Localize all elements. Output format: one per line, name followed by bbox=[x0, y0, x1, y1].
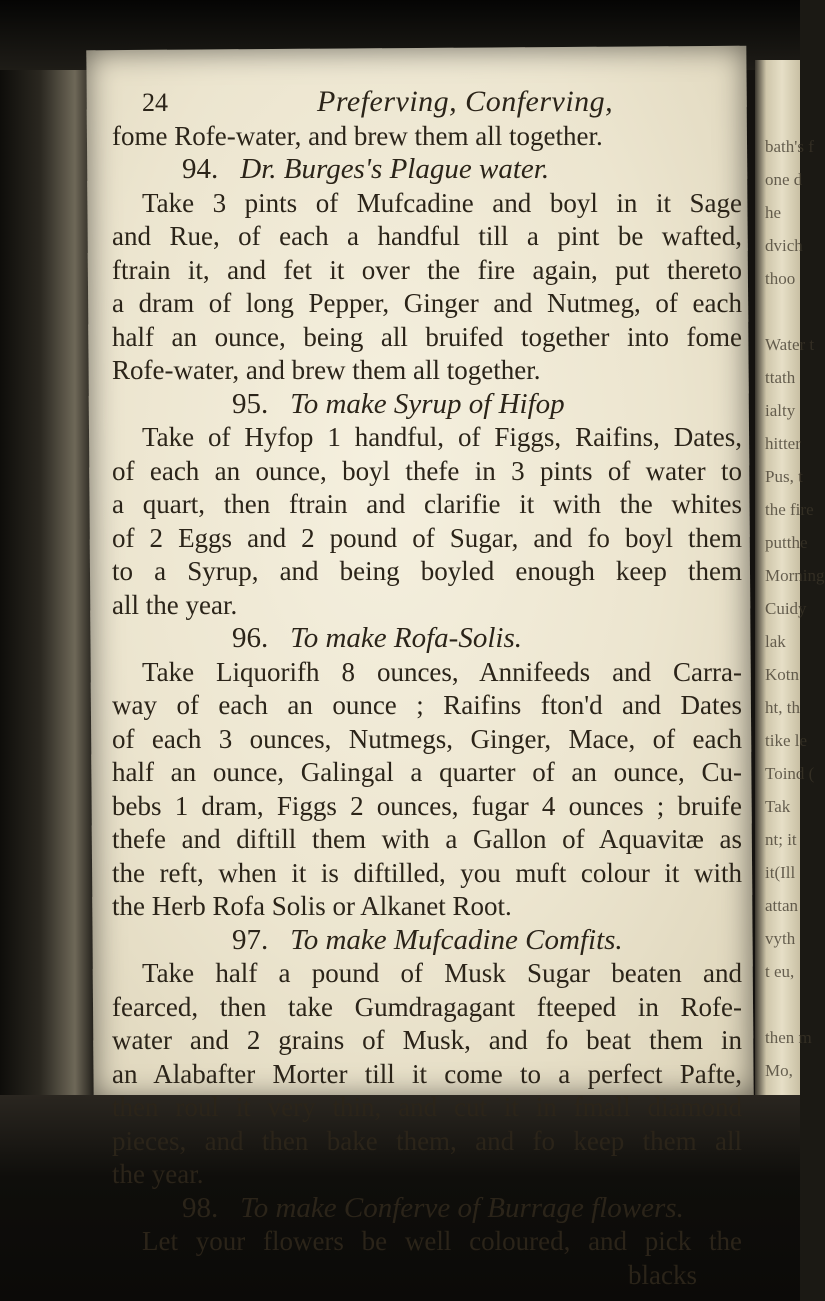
recipe-heading bbox=[112, 622, 742, 656]
recipes-container bbox=[112, 120, 742, 1293]
recipe-line: of each 3 ounces, Nutmegs, Ginger, Mace, of each bbox=[112, 723, 742, 754]
recipe-title: To make Mufcadine Comfits. bbox=[290, 923, 623, 956]
facing-page-fragment: it(Ill bbox=[765, 863, 796, 882]
recipe-line: of each an ounce, boyl thefe in 3 pints of water to bbox=[112, 455, 742, 486]
recipe-line: an Alabafter Morter till it come to a perfect Pafte, bbox=[112, 1058, 742, 1089]
recipe-number: 94. bbox=[182, 153, 219, 185]
facing-page-fragment: Tak bbox=[765, 797, 791, 816]
recipe-line: Take 3 pints of Mufcadine and boyl in it Sage bbox=[142, 187, 742, 218]
facing-page-fragment: thoo bbox=[765, 269, 796, 288]
recipe-title: To make Rofa-Solis. bbox=[290, 622, 522, 654]
recipe-line: bebs 1 dram, Figgs 2 ounces, fugar 4 ounces ; bruife bbox=[112, 790, 742, 821]
recipe-line: Let your flowers be well coloured, and pick the bbox=[142, 1226, 742, 1256]
recipe-line: a dram of long Pepper, Ginger and Nutmeg, of each bbox=[112, 288, 742, 318]
recipe-line: all the year. bbox=[112, 589, 238, 620]
facing-page-fragment: attan bbox=[765, 896, 799, 915]
facing-page-fragment: tike le bbox=[765, 731, 808, 750]
facing-page-fragment: Kotn bbox=[765, 665, 799, 684]
page-number: 24 bbox=[142, 88, 168, 117]
facing-page-fragment: he bbox=[765, 203, 782, 222]
facing-page-fragment bbox=[755, 988, 800, 1021]
facing-page-fragment: Mo, bbox=[765, 1061, 793, 1080]
recipe-line: half an ounce, being all bruifed together into fome bbox=[112, 321, 742, 352]
recipe-number: 98. bbox=[182, 1191, 219, 1224]
recipe-line: Rofe-water, and brew them all together. bbox=[112, 355, 541, 385]
recipe-line: Take Liquorifh 8 ounces, Annifeeds and Carra- bbox=[142, 656, 742, 687]
facing-page-fragment: ttath bbox=[765, 368, 796, 387]
facing-page-fragment: then m bbox=[765, 1028, 812, 1047]
facing-page-fragment: Morning bbox=[765, 566, 825, 585]
facing-page-fragment: one d bbox=[765, 170, 803, 189]
recipe-number: 95. bbox=[232, 387, 269, 420]
catchword: blacks bbox=[628, 1259, 697, 1290]
facing-page-fragment: vyth bbox=[765, 929, 796, 948]
recipe-line: and Rue, of each a handful till a pint be wafted, bbox=[112, 221, 742, 251]
recipe-line: the Herb Rofa Solis or Alkanet Root. bbox=[112, 891, 512, 921]
continuation-line: fome Rofe-water, and brew them all together. bbox=[112, 120, 603, 151]
running-title: Preferving, Conferving, bbox=[317, 85, 614, 118]
facing-page-edge bbox=[755, 60, 825, 1160]
recipe-heading bbox=[112, 388, 742, 422]
recipe-heading bbox=[112, 153, 742, 187]
facing-page-fragment: putthe bbox=[765, 533, 808, 552]
facing-page-fragment: the fire bbox=[765, 500, 814, 519]
page-text bbox=[112, 85, 742, 1292]
facing-page-fragment: Cuidy bbox=[765, 599, 807, 618]
facing-page-fragment: Pus, t bbox=[765, 467, 803, 486]
facing-page-fragment bbox=[755, 295, 800, 328]
recipe-line: way of each an ounce ; Raifins fton'd and Dates bbox=[112, 690, 742, 720]
facing-page-fragment: Water t bbox=[765, 335, 815, 354]
running-head bbox=[142, 85, 742, 120]
recipe-line: the year. bbox=[112, 1159, 204, 1189]
recipe-line: Take of Hyfop 1 handful, of Figgs, Raifins, Dates, bbox=[142, 422, 742, 452]
recipe-line: the reft, when it is diftilled, you muft colour it with bbox=[112, 857, 742, 888]
recipe-line: pieces, and then bake them, and fo keep them all bbox=[112, 1125, 742, 1156]
facing-page-fragment: dvich bbox=[765, 236, 803, 255]
recipe-title: To make Syrup of Hifop bbox=[290, 387, 565, 420]
recipe-line: fearced, then take Gumdragagant fteeped in Rofe- bbox=[112, 991, 742, 1022]
recipe-heading bbox=[112, 1192, 742, 1226]
facing-page-fragment: lak bbox=[765, 632, 786, 651]
recipe-title: To make Conferve of Burrage flowers. bbox=[240, 1191, 684, 1224]
recipe-line: water and 2 grains of Musk, and fo beat them in bbox=[112, 1025, 742, 1055]
facing-page-fragment: bath's f bbox=[765, 137, 814, 156]
recipe-line: a quart, then ftrain and clarifie it with the whites bbox=[112, 489, 742, 519]
recipe-number: 97. bbox=[232, 923, 269, 956]
recipe-heading bbox=[112, 924, 742, 958]
recipe-line: of 2 Eggs and 2 pound of Sugar, and fo boyl them bbox=[112, 522, 742, 553]
recipe-line: then roul it very thin, and cut it in fmall diamond bbox=[112, 1092, 742, 1122]
recipe-line: Take half a pound of Musk Sugar beaten and bbox=[142, 958, 742, 988]
recipe-line: half an ounce, Galingal a quarter of an ounce, Cu- bbox=[112, 757, 742, 787]
recipe-line: ftrain it, and fet it over the fire again, put thereto bbox=[112, 254, 742, 285]
recipe-number: 96. bbox=[232, 622, 269, 654]
facing-page-fragment: t eu, bbox=[765, 962, 795, 981]
facing-page-fragment: ialty bbox=[765, 401, 796, 420]
recipe-line: to a Syrup, and being boyled enough keep them bbox=[112, 556, 742, 586]
facing-page-fragment: nt; it bbox=[765, 830, 797, 849]
recipe-line: thefe and diftill them with a Gallon of Aquavitæ as bbox=[112, 824, 742, 854]
facing-page-fragment: Toind ( bbox=[765, 764, 815, 783]
facing-page-fragment: ht, th bbox=[765, 698, 800, 717]
recipe-title: Dr. Burges's Plague water. bbox=[240, 153, 550, 185]
facing-page-fragment: hitter bbox=[765, 434, 801, 453]
